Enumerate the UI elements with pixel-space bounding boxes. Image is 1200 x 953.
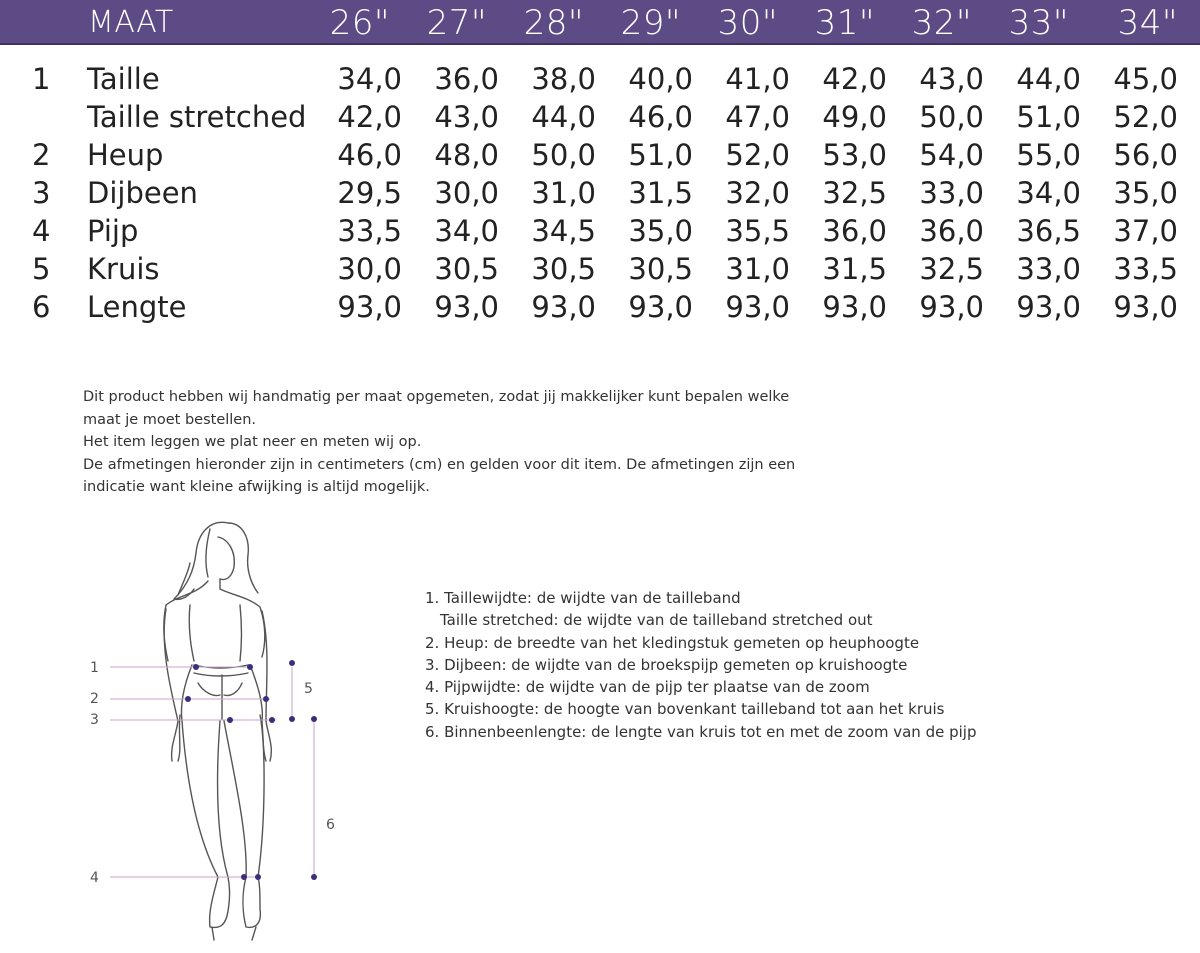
table-cell: 50,0 bbox=[919, 100, 984, 134]
dot-heup-right bbox=[263, 696, 269, 702]
note-line: Het item leggen we plat neer en meten wij op. bbox=[83, 434, 422, 450]
table-cell: 41,0 bbox=[725, 62, 790, 96]
row-label: Taille stretched bbox=[87, 100, 307, 134]
table-cell: 47,0 bbox=[725, 100, 790, 134]
row-label: Heup bbox=[87, 138, 164, 172]
legend-line: 6. Binnenbeenlengte: de lengte van kruis tot en met de zoom van de pijp bbox=[425, 722, 977, 741]
note-line: maat je moet bestellen. bbox=[83, 411, 257, 428]
header-size-30: 30" bbox=[717, 3, 778, 43]
table-cell: 34,5 bbox=[531, 214, 596, 248]
table-cell: 34,0 bbox=[434, 214, 499, 248]
table-row bbox=[0, 100, 1200, 138]
table-cell: 46,0 bbox=[628, 100, 693, 134]
row-label: Dijbeen bbox=[87, 176, 198, 210]
dot-lengte-top bbox=[311, 716, 317, 722]
header-size-34: 34" bbox=[1117, 3, 1178, 43]
table-cell: 53,0 bbox=[822, 138, 887, 172]
table-cell: 30,5 bbox=[434, 252, 499, 286]
table-cell: 43,0 bbox=[434, 100, 499, 134]
row-number: 6 bbox=[32, 290, 51, 324]
table-cell: 42,0 bbox=[822, 62, 887, 96]
table-cell: 33,0 bbox=[919, 176, 984, 210]
table-cell: 51,0 bbox=[1016, 100, 1081, 134]
header-size-33: 33" bbox=[1008, 3, 1069, 43]
dot-heup-left bbox=[185, 696, 191, 702]
table-cell: 43,0 bbox=[919, 62, 984, 96]
table-cell: 33,5 bbox=[1113, 252, 1178, 286]
table-cell: 30,5 bbox=[628, 252, 693, 286]
row-number: 1 bbox=[32, 62, 51, 96]
table-cell: 30,0 bbox=[337, 252, 402, 286]
table-cell: 36,5 bbox=[1016, 214, 1081, 248]
row-number: 2 bbox=[32, 138, 51, 172]
table-cell: 50,0 bbox=[531, 138, 596, 172]
dot-lengte-bottom bbox=[311, 874, 317, 880]
header-size-32: 32" bbox=[911, 3, 972, 43]
table-cell: 44,0 bbox=[1016, 62, 1081, 96]
table-cell: 93,0 bbox=[1113, 290, 1178, 324]
legend-line: 5. Kruishoogte: de hoogte van bovenkant tailleband tot aan het kruis bbox=[425, 700, 945, 719]
table-cell: 93,0 bbox=[434, 290, 499, 324]
table-cell: 55,0 bbox=[1016, 138, 1081, 172]
dot-dijbeen-right bbox=[269, 717, 275, 723]
table-cell: 35,0 bbox=[628, 214, 693, 248]
table-cell: 33,0 bbox=[1016, 252, 1081, 286]
dot-kruis-top bbox=[289, 660, 295, 666]
row-number: 5 bbox=[32, 252, 51, 286]
table-row bbox=[0, 138, 1200, 176]
marker-label-1: 1 bbox=[90, 660, 99, 676]
marker-label-2: 2 bbox=[90, 691, 99, 707]
dot-pijp-right bbox=[255, 874, 261, 880]
table-cell: 31,5 bbox=[628, 176, 693, 210]
table-row bbox=[0, 176, 1200, 214]
header-size-26: 26" bbox=[329, 3, 390, 43]
dot-pijp-left bbox=[241, 874, 247, 880]
row-label: Pijp bbox=[87, 214, 139, 248]
legend-line: Taille stretched: de wijdte van de tailleband stretched out bbox=[440, 611, 873, 630]
dot-taille-right bbox=[247, 664, 253, 670]
table-cell: 32,5 bbox=[919, 252, 984, 286]
table-cell: 32,0 bbox=[725, 176, 790, 210]
table-cell: 31,0 bbox=[531, 176, 596, 210]
legend-line: 2. Heup: de breedte van het kledingstuk gemeten op heuphoogte bbox=[425, 633, 920, 652]
table-cell: 48,0 bbox=[434, 138, 499, 172]
dot-kruis-bottom bbox=[289, 716, 295, 722]
header-maat-label: MAAT bbox=[88, 5, 174, 40]
header-size-28: 28" bbox=[523, 3, 584, 43]
woman-figure-illustration bbox=[70, 515, 370, 948]
table-row bbox=[0, 214, 1200, 252]
size-header-bar bbox=[0, 0, 1200, 45]
row-label: Taille bbox=[87, 62, 160, 96]
table-cell: 30,0 bbox=[434, 176, 499, 210]
measurement-figure bbox=[70, 515, 370, 948]
table-cell: 93,0 bbox=[337, 290, 402, 324]
legend-line: 4. Pijpwijdte: de wijdte van de pijp ter plaatse van de zoom bbox=[425, 678, 870, 697]
row-label: Lengte bbox=[87, 290, 187, 324]
table-cell: 34,0 bbox=[337, 62, 402, 96]
marker-label-6: 6 bbox=[326, 817, 335, 833]
table-cell: 54,0 bbox=[919, 138, 984, 172]
table-row bbox=[0, 290, 1200, 328]
header-size-31: 31" bbox=[814, 3, 875, 43]
table-cell: 52,0 bbox=[1113, 100, 1178, 134]
table-cell: 42,0 bbox=[337, 100, 402, 134]
table-cell: 32,5 bbox=[822, 176, 887, 210]
measurement-guide-lines bbox=[110, 667, 314, 877]
row-label: Kruis bbox=[87, 252, 160, 286]
table-cell: 31,5 bbox=[822, 252, 887, 286]
marker-label-5: 5 bbox=[304, 681, 313, 697]
table-row bbox=[0, 252, 1200, 290]
table-cell: 36,0 bbox=[919, 214, 984, 248]
table-cell: 30,5 bbox=[531, 252, 596, 286]
measurement-note bbox=[83, 386, 803, 499]
table-cell: 33,5 bbox=[337, 214, 402, 248]
table-cell: 38,0 bbox=[531, 62, 596, 96]
marker-label-3: 3 bbox=[90, 712, 99, 728]
table-cell: 51,0 bbox=[628, 138, 693, 172]
table-cell: 29,5 bbox=[337, 176, 402, 210]
dot-taille-left bbox=[193, 664, 199, 670]
table-row bbox=[0, 62, 1200, 100]
measurement-marker-labels bbox=[90, 660, 335, 886]
note-line: indicatie want kleine afwijking is altijd mogelijk. bbox=[83, 479, 430, 495]
table-cell: 40,0 bbox=[628, 62, 693, 96]
table-cell: 93,0 bbox=[919, 290, 984, 324]
header-size-29: 29" bbox=[620, 3, 681, 43]
table-cell: 36,0 bbox=[822, 214, 887, 248]
table-cell: 31,0 bbox=[725, 252, 790, 286]
header-size-27: 27" bbox=[426, 3, 487, 43]
table-cell: 93,0 bbox=[531, 290, 596, 324]
table-cell: 44,0 bbox=[531, 100, 596, 134]
table-cell: 93,0 bbox=[1016, 290, 1081, 324]
dot-dijbeen-left bbox=[227, 717, 233, 723]
marker-label-4: 4 bbox=[90, 870, 99, 886]
note-line: Dit product hebben wij handmatig per maat opgemeten, zodat jij makkelijker kunt bepalen welke bbox=[83, 389, 790, 405]
table-cell: 46,0 bbox=[337, 138, 402, 172]
table-cell: 35,0 bbox=[1113, 176, 1178, 210]
table-cell: 93,0 bbox=[725, 290, 790, 324]
measurement-legend bbox=[425, 587, 976, 743]
table-cell: 93,0 bbox=[628, 290, 693, 324]
table-cell: 34,0 bbox=[1016, 176, 1081, 210]
row-number: 3 bbox=[32, 176, 51, 210]
row-number: 4 bbox=[32, 214, 51, 248]
table-cell: 93,0 bbox=[822, 290, 887, 324]
table-cell: 56,0 bbox=[1113, 138, 1178, 172]
table-cell: 49,0 bbox=[822, 100, 887, 134]
legend-line: 1. Taillewijdte: de wijdte van de tailleband bbox=[425, 589, 741, 607]
note-line: De afmetingen hieronder zijn in centimeters (cm) en gelden voor dit item. De afmetingen zijn een bbox=[83, 456, 796, 473]
table-cell: 36,0 bbox=[434, 62, 499, 96]
table-cell: 37,0 bbox=[1113, 214, 1178, 248]
table-cell: 35,5 bbox=[725, 214, 790, 248]
table-cell: 52,0 bbox=[725, 138, 790, 172]
table-cell: 45,0 bbox=[1113, 62, 1178, 96]
legend-line: 3. Dijbeen: de wijdte van de broekspijp gemeten op kruishoogte bbox=[425, 655, 908, 674]
